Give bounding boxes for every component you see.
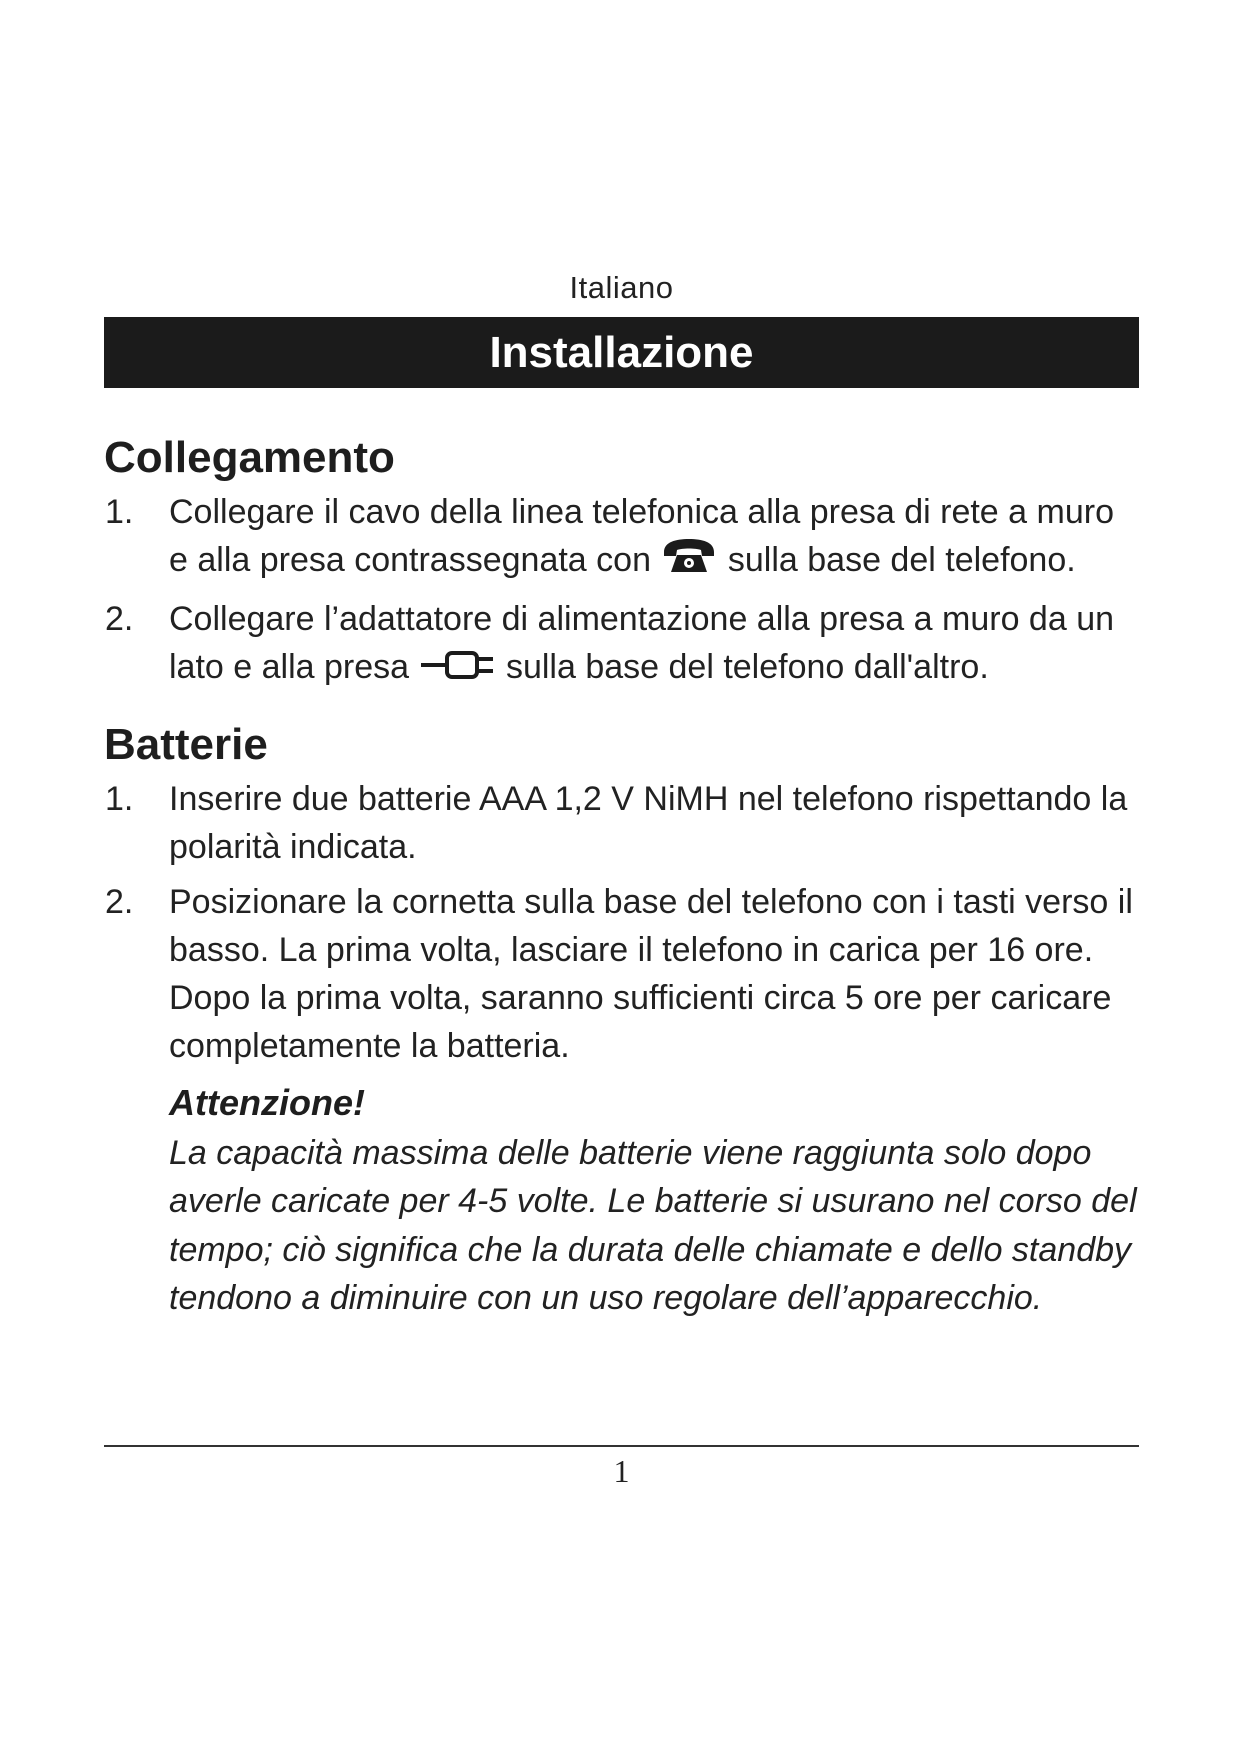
item-text: Collegare l’adattatore di alimentazione alla presa a muro da un lato e alla presa (169, 599, 1115, 686)
item-number: 2. (105, 882, 134, 921)
section-batterie (104, 715, 1139, 1323)
item-number: 1. (105, 493, 134, 531)
item-number: 1. (105, 779, 134, 818)
section-collegamento (104, 428, 1139, 693)
footer-divider (104, 1445, 1139, 1447)
page-content (104, 428, 1139, 1323)
item-text-continued: sulla base del telefono dall'altro. (505, 647, 989, 686)
instruction-list (104, 775, 1139, 1070)
item-text: Inserire due batterie AAA 1,2 V NiMH nel telefono rispettando la polarità indicata. (169, 779, 1128, 866)
item-text: Posizionare la cornetta sulla base del telefono con i tasti verso il basso. La prima volta, lasciare il telefono in carica per 16 ore. Dopo la prima volta, saranno sufficienti circa 5 ore per caricare completamente la batteria. (169, 882, 1133, 1065)
power-plug-icon (419, 645, 497, 693)
list-item (104, 595, 1139, 693)
item-text-continued: sulla base del telefono. (727, 541, 1076, 579)
section-heading: Batterie (104, 719, 268, 769)
telephone-icon (660, 537, 718, 588)
section-heading: Collegamento (104, 433, 395, 482)
list-item (104, 775, 1139, 871)
list-item (104, 488, 1139, 588)
warning-title: Attenzione! (169, 1081, 365, 1123)
warning-body: La capacità massima delle batterie viene raggiunta solo dopo averle caricate per 4-5 volte. Le batterie si usurano nel corso del tempo; ciò significa che la durata delle chiamate e dello standby tendono a diminuire con un uso regolare dell’apparecchio. (169, 1133, 1137, 1318)
page-number: 1 (613, 1453, 630, 1489)
instruction-list (104, 488, 1139, 693)
list-item (104, 878, 1139, 1070)
item-text: Collegare il cavo della linea telefonica alla presa di rete a muro e alla presa contrassegnata con (169, 493, 1114, 579)
page-title-banner: Installazione (104, 317, 1139, 388)
warning-note (104, 1077, 1139, 1323)
item-number: 2. (105, 599, 134, 638)
language-label: Italiano (569, 270, 674, 305)
